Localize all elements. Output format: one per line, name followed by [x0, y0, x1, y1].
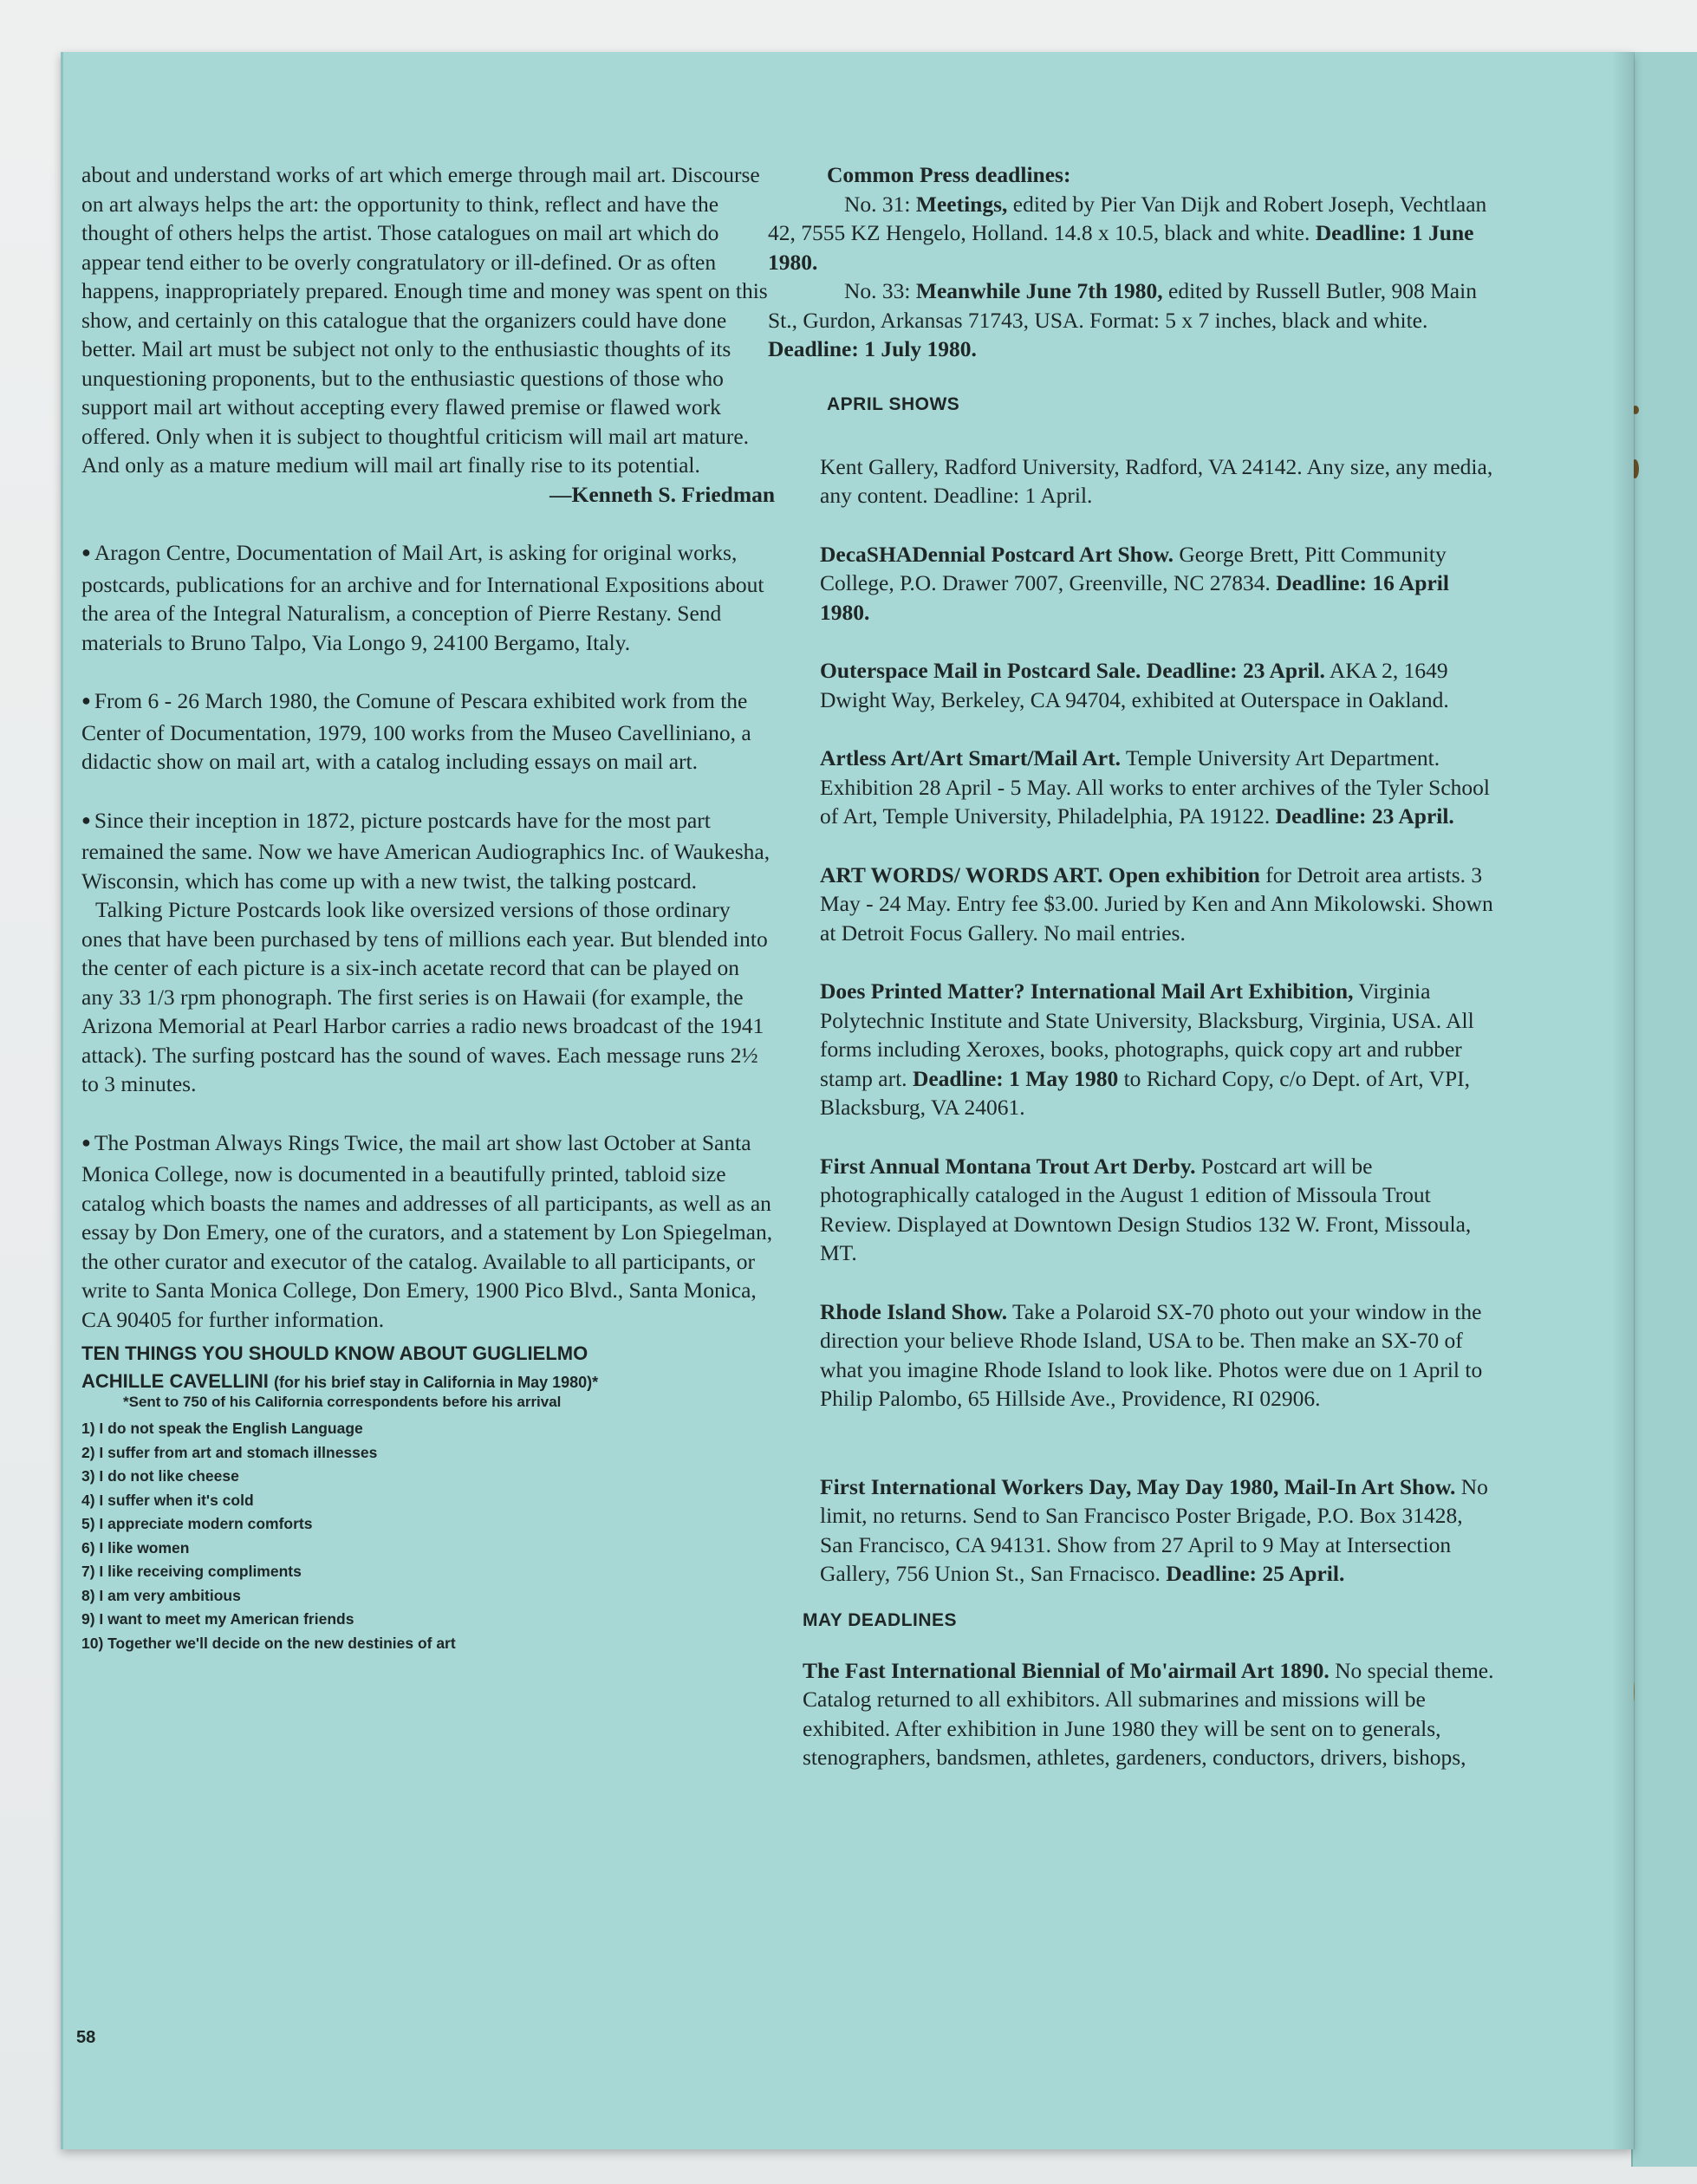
may-listings	[751, 1656, 1496, 1772]
listing-body: Postcard art will be photographically cataloged in the August 1 edition of Missoula Trout Review. Displayed at Downtown Design Studios 132 W. Front, Missoula, MT.	[820, 1153, 1472, 1265]
listing-title: DecaSHADennial Postcard Art Show.	[820, 541, 1174, 567]
listing-title: ART WORDS/ WORDS ART. Open exhibition	[820, 861, 1260, 887]
listing-body: No special theme. Catalog returned to all exhibitors. All submarines and missions will be exhibited. After exhibition in June 1980 they will be sent on to generals, stenographers, bandsmen, athletes, gardeners, conductors, drivers, bishops,	[803, 1657, 1494, 1770]
listing-body: Virginia Polytechnic Institute and State University, Blacksburg, Virginia, USA. All forms including Xeroxes, books, photographs, quick copy art and rubber stamp art.	[820, 978, 1474, 1091]
listing-deadline: Deadline: 25 April.	[1166, 1561, 1345, 1586]
listing-body: AKA 2, 1649 Dwight Way, Berkeley, CA 94704, exhibited at Outerspace in Oakland.	[820, 658, 1449, 712]
common-press-heading: Common Press deadlines:	[827, 162, 1071, 187]
listing-body: Temple University Art Department. Exhibition 28 April - 5 May. All works to enter archives of the Tyler School of Art, Temple University, Philadelphia, PA 19122.	[820, 745, 1491, 829]
essay-signature: —Kenneth S. Friedman	[549, 481, 775, 507]
cp31-title: Meetings,	[915, 191, 1008, 217]
cp31-prefix: No. 31:	[844, 191, 916, 217]
list-item: 2) I suffer from art and stomach illnesses	[81, 1443, 378, 1461]
news-item-postcards-cont: Talking Picture Postcards look like oversized versions of those ordinary ones that have been purchased by tens of millions each year. But blended into the center of each picture is a six-inch acetate record that can be played on any 33 1/3 rpm phonograph. The first series is on Hawaii (for example, the Arizona Memorial at Pearl Harbor carries a radio news broadcast of the 1941 attack). The surfing postcard has the sound of waves. Each message runs 2½ to 3 minutes.	[81, 897, 768, 1096]
list-title-name	[81, 1370, 775, 1393]
listing-body: Take a Polaroid SX-70 photo out your window in the direction your believe Rhode Island, USA to be. Then make an SX-70 of what you imagine Rhode Island to look like. Photos were due on 1 April to Philip Palombo, 65 Hillside Ave., Providence, RI 02906.	[820, 1298, 1483, 1411]
listing-title: The Fast International Biennial of Mo'airmail Art 1890.	[803, 1657, 1330, 1683]
listing-montana	[820, 1152, 1496, 1268]
ten-things-list	[81, 1417, 775, 1655]
page-number: 58	[76, 2028, 96, 2047]
news-item-postcards: ● Since their inception in 1872, picture postcards have for the most part remained the same. Now we have American Audiographics Inc. of Waukesha, Wisconsin, which has come up with a new twist, the talking postcard.	[81, 806, 775, 896]
listing-title: First International Workers Day, May Day 1980, Mail-In Art Show.	[820, 1473, 1456, 1499]
listing-title: Artless Art/Art Smart/Mail Art.	[820, 745, 1121, 770]
cp33-deadline: Deadline: 1 July 1980.	[768, 336, 977, 361]
listing-deadline: Deadline: 23 April.	[1275, 803, 1454, 829]
listing-title: Rhode Island Show.	[820, 1298, 1008, 1324]
listing-title: First Annual Montana Trout Art Derby.	[820, 1153, 1196, 1179]
list-item: 3) I do not like cheese	[81, 1467, 239, 1485]
cp33-prefix: No. 33:	[844, 278, 916, 303]
news-item-aragon: ● Aragon Centre, Documentation of Mail Art, is asking for original works, postcards, publications for an archive and for International Expositions about the area of the Integral Naturalism, a conception of Pierre Restany. Send materials to Bruno Talpo, Via Longo 9, 24100 Bergamo, Italy.	[81, 538, 775, 657]
listing-title: Does Printed Matter? International Mail Art Exhibition,	[820, 978, 1354, 1004]
list-item: 10) Together we'll decide on the new destinies of art	[81, 1634, 456, 1652]
list-item: 1) I do not speak the English Language	[81, 1420, 363, 1437]
news-item-pescara: ● From 6 - 26 March 1980, the Comune of Pescara exhibited work from the Center of Documentation, 1979, 100 works from the Museo Cavelliniano, a didactic show on mail art, with a catalog including essays on mail art.	[81, 686, 775, 777]
left-column	[81, 160, 775, 1655]
listing-printed-matter	[820, 977, 1496, 1122]
listing-decashadennial	[820, 540, 1496, 627]
listings	[751, 452, 1496, 1589]
cp31-deadline: Deadline: 1 June 1980.	[768, 220, 1474, 275]
listing-art-words	[820, 861, 1496, 948]
may-deadlines-heading: MAY DEADLINES	[803, 1609, 958, 1630]
listing-deadline: Deadline: 16 April 1980.	[820, 570, 1449, 625]
list-item: 4) I suffer when it's cold	[81, 1491, 254, 1509]
common-press-33	[751, 276, 1496, 364]
right-column	[751, 160, 1496, 1772]
listing-kent: Kent Gallery, Radford University, Radford, VA 24142. Any size, any media, any content. Deadline: 1 April.	[820, 453, 1493, 508]
listing-outerspace	[820, 656, 1496, 714]
listing-body-tail: to Richard Copy, c/o Dept. of Art, VPI, Blacksburg, VA 24061.	[820, 1065, 1471, 1120]
list-item: 8) I am very ambitious	[81, 1586, 241, 1604]
list-title-name-text: ACHILLE CAVELLINI	[81, 1370, 269, 1392]
essay-ending: about and understand works of art which emerge through mail art. Discourse on art always helps the art: the opportunity to think, reflect and have the thought of others helps the artist. Those catalogues on mail art which do appear tend either to be overly congratulatory or ill-defined. Or as often happens, inappropriately prepared. Enough time and money was spent on this show, and certainly on this catalogue that the organizers could have done better. Mail art must be subject not only to the enthusiastic thoughts of its unquestioning proponents, but to the enthusiastic questions of those who support mail art without accepting every flawed premise or flawed work offered. Only when it is subject to thoughtful criticism will mail art mature. And only as a mature medium will mail art finally rise to its potential.	[81, 162, 768, 478]
news-item-postman: ● The Postman Always Rings Twice, the mail art show last October at Santa Monica College, now is documented in a beautifully printed, tabloid size catalog which boasts the names and addresses of all participants, as well as an essay by Don Emery, one of the curators, and a statement by Lon Spiegelman, the other curator and executor of the catalog. Available to all participants, or write to Santa Monica College, Don Emery, 1900 Pico Blvd., Santa Monica, CA 90405 for further information.	[81, 1128, 775, 1335]
listing-body: for Detroit area artists. 3 May - 24 May. Entry fee $3.00. Juried by Ken and Ann Mikolowski. Shown at Detroit Focus Gallery. No mail entries.	[820, 861, 1493, 946]
cp31-body: edited by Pier Van Dijk and Robert Joseph, Vechtlaan 42, 7555 KZ Hengelo, Holland. 14.8 x 10.5, black and white.	[768, 191, 1487, 245]
listing-body: No limit, no returns. Send to San Francisco Poster Brigade, P.O. Box 31428, San Francisco, CA 94131. Show from 27 April to 9 May at Intersection Gallery, 756 Union St., San Frnacisco.	[820, 1473, 1488, 1586]
cp33-title: Meanwhile June 7th 1980,	[915, 278, 1163, 303]
cp33-body: edited by Russell Butler, 908 Main St., Gurdon, Arkansas 71743, USA. Format: 5 x 7 inches, black and white.	[768, 278, 1477, 333]
list-title: TEN THINGS YOU SHOULD KNOW ABOUT GUGLIELMO	[81, 1342, 588, 1364]
common-press-31	[751, 190, 1496, 277]
april-shows-heading: APRIL SHOWS	[827, 393, 960, 414]
list-footnote: *Sent to 750 of his California correspondents before his arrival	[123, 1394, 562, 1410]
listing-workers-day	[820, 1472, 1496, 1589]
list-item: 6) I like women	[81, 1538, 190, 1557]
listing-rhode-island	[820, 1297, 1496, 1414]
list-item: 5) I appreciate modern comforts	[81, 1515, 313, 1532]
cavellini-list-block	[81, 1342, 775, 1655]
listing-fast-biennial	[803, 1656, 1496, 1772]
list-item: 9) I want to meet my American friends	[81, 1610, 354, 1628]
list-subtitle: (for his brief stay in California in May 1980)*	[274, 1374, 599, 1391]
listing-artless	[820, 744, 1496, 831]
listing-body: George Brett, Pitt Community College, P.O. Drawer 7007, Greenville, NC 27834.	[820, 541, 1447, 595]
listing-title: Outerspace Mail in Postcard Sale. Deadline: 23 April.	[820, 658, 1325, 683]
listing-deadline: Deadline: 1 May 1980	[912, 1065, 1119, 1091]
list-item: 7) I like receiving compliments	[81, 1563, 302, 1580]
next-page-edge	[1631, 52, 1697, 2167]
